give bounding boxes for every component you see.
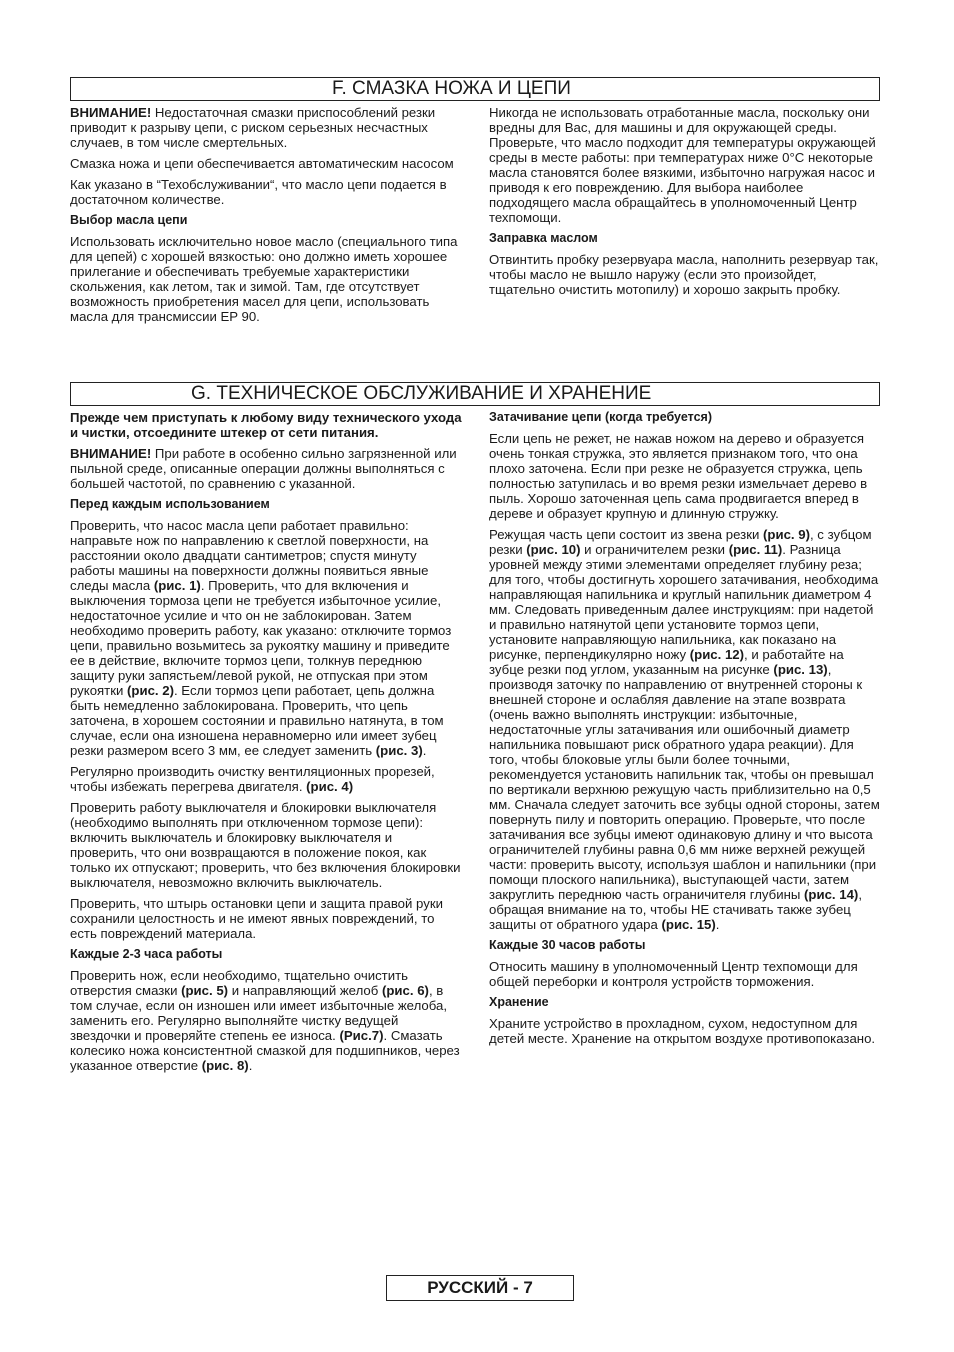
figure-ref: (рис. 12) <box>689 647 745 662</box>
page-footer-label: РУССКИЙ - 7 <box>386 1275 574 1301</box>
paragraph: Использовать исключительно новое масло (специального типа для цепей) с хорошей вязкостью: оно должно иметь хорошее прилегание и обеспечивать требуемые характеристики скольжения, как летом, так и зимой. Там, где отсутствует возможность приобретения масел для цепи, использовать масла для трансмиссии EP 90. <box>70 234 458 324</box>
paragraph: Никогда не использовать отработанные масла, поскольку они вредны для Вас, для машины и для окружающей среды. Проверьте, что масло подходит для температуры окружающей среды в месте работы: при температурах ниже 0°С некоторые масла становятся более вязкими, избыточно нагружая насос и приводя к его повреждению. Для выбора наиболее подходящего масла обращайтесь в уполномоченный Центр техпомощи. <box>489 105 876 225</box>
text-run: Режущая часть цепи состоит из звена резки <box>489 527 764 542</box>
figure-ref: (рис. 14) <box>804 887 859 902</box>
subheading-oil-choice: Выбор масла цепи <box>70 213 188 227</box>
warning-label: ВНИМАНИЕ! <box>70 105 152 120</box>
figure-ref: (рис. 15) <box>661 917 716 932</box>
text-run: , обращая внимание на то, чтобы НЕ стачивать также зубец защиты от обратного удара <box>489 887 862 932</box>
warning-text: При работе в особенно сильно загрязненной или пыльной среде, описанные операции должны выполняться с большей частотой, по сравнению с указанной. <box>70 446 457 491</box>
text-run: , и работайте на зубце резки под углом, указанным на рисунке <box>489 647 844 677</box>
subheading-oil-fill: Заправка маслом <box>489 231 598 245</box>
paragraph: Проверить работу выключателя и блокировки выключателя (необходимо выполнять при отключенном тормозе цепи): включить выключатель и блокировку выключателя и проверить, что они возвращаются в положение покоя, как только их отпускают; проверить, что без включения блокировки выключателя, невозможно включить выключатель. <box>70 800 461 890</box>
subheading-storage: Хранение <box>489 995 549 1009</box>
figure-ref: (рис. 6) <box>381 983 429 998</box>
figure-ref: (рис. 10) <box>526 542 581 557</box>
figure-ref: (рис. 1) <box>153 578 201 593</box>
text-run: . Смазать колесико ножа консистентной смазкой для подшипников, через указанное отверстие <box>70 1028 460 1073</box>
text-run: . <box>248 1058 253 1073</box>
intro-warning: Прежде чем приступать к любому виду технического ухода и чистки, отсоедините штекер от сети питания. <box>70 410 462 440</box>
figure-ref: (Рис.7) <box>339 1028 384 1043</box>
paragraph <box>489 527 881 932</box>
section-g-right-column <box>489 410 881 1052</box>
text-run: Проверить, что насос масла цепи работает правильно: направьте нож по направлению к светлой поверхности, на расстоянии около двадцати сантиметров; спустя минуту работы машины на поверхности должны появиться явные следы масла <box>70 518 429 593</box>
subheading-every-30-hours: Каждые 30 часов работы <box>489 938 646 952</box>
text-run: Проверить нож, если необходимо, тщательно очистить отверстия смазки <box>70 968 408 998</box>
text-run: и ограничителем резки <box>580 542 729 557</box>
section-f-left-column <box>70 105 462 330</box>
section-f-right-column <box>489 105 881 303</box>
subheading-every-2-3-hours: Каждые 2-3 часа работы <box>70 947 223 961</box>
section-g-left-column <box>70 410 462 1079</box>
figure-ref: (рис. 4) <box>306 779 354 794</box>
text-run: , в том случае, если он изношен или имеет избыточные желоба, заменить его. Регулярно выполняйте чистку ведущей звездочки и проверяйте степень ее износа. <box>70 983 447 1043</box>
text-run: . <box>422 743 427 758</box>
section-g-title-prefix: G. <box>191 383 217 404</box>
subheading-sharpening: Затачивание цепи (когда требуется) <box>489 410 712 424</box>
text-run: . <box>715 917 720 932</box>
warning-paragraph <box>70 105 462 150</box>
text-run: , производя заточку по направлению от внутренней стороны к внешней стороне и ослабляя давление на этапе возврата (очень важно выполнять инструкции: избыточные, недостаточные углы затачивания или ошибочный диаметр напильника повышают риск обратного удара реакции). Для того, чтобы блоковые углы были более точными, рекомендуется установить напильник так, чтобы он превышал по вертикали верхнюю режущую часть приблизительно на 0,5 мм. Сначала следует заточить все зубцы одной стороны, затем повернуть пилу и повторить операцию. Проверьте, что после затачивания все зубцы имеют одинаковую длину и что высота ограничителей глубины равна 0,6 мм ниже верхней режущей части: проверить высоту, используя шаблон и напильники (при помощи плоского напильника), выступающей части, затем закруглить переднюю часть ограничителя глубины <box>489 662 880 902</box>
text-run: . Разница уровней между этими элементами определяет глубину реза; для того, чтобы достигнуть хорошего затачивания, необходима направляющая напильника и круглый напильник диаметром 4 мм. Следовать приведенным далее инструкциям: при надетой и правильно натянутой цепи установите тормоз цепи, установите направляющую напильника, как показано на рисунке, перпендикулярно ножу <box>489 542 879 662</box>
text-run: . Если тормоз цепи работает, цепь должна быть немедленно заблокирована. Проверить, что цепь заточена, в хорошем состоянии и правильно натянута, в том случае, если она изношена неравномерно или имеет зубец резки размером всего 3 мм, ее следует заменить <box>70 683 444 758</box>
warning-label: ВНИМАНИЕ! <box>70 446 152 461</box>
paragraph <box>70 764 462 794</box>
paragraph: Смазка ножа и цепи обеспечивается автоматическим насосом <box>70 156 454 171</box>
section-f-title-text: F. СМАЗКА НОЖА И ЦЕПИ <box>332 78 571 99</box>
paragraph <box>70 518 462 758</box>
paragraph: Относить машину в уполномоченный Центр техпомощи для общей переборки и контроля устройств торможения. <box>489 959 858 989</box>
text-run: , с зубцом резки <box>489 527 872 557</box>
figure-ref: (рис. 5) <box>181 983 229 998</box>
subheading-before-use: Перед каждым использованием <box>70 497 270 511</box>
figure-ref: (рис. 8) <box>201 1058 249 1073</box>
paragraph: Храните устройство в прохладном, сухом, недоступном для детей месте. Хранение на открытом воздухе противопоказано. <box>489 1016 876 1046</box>
paragraph: Как указано в “Техобслуживании“, что масло цепи подается в достаточном количестве. <box>70 177 447 207</box>
section-g-title <box>70 382 880 406</box>
figure-ref: (рис. 9) <box>763 527 810 542</box>
paragraph: Если цепь не режет, не нажав ножом на дерево и образуется очень тонкая стружка, это является признаком того, что она плохо заточена. Если при резке не образуется стружка, цепь полностью затупилась и во время резки измельчает дерево в пыль. Хорошо заточенная цепь сама продвигается вперед в дереве и образует крупную и длинную стружку. <box>489 431 868 521</box>
figure-ref: (рис. 13) <box>773 662 828 677</box>
warning-text: Недостаточная смазки приспособлений резки приводит к разрыву цепи, с риском серьезных несчастных случаев, в том числе смертельных. <box>70 105 436 150</box>
text-run: Регулярно производить очистку вентиляционных прорезей, чтобы избежать перегрева двигателя. <box>70 764 435 794</box>
figure-ref: (рис. 11) <box>728 542 783 557</box>
figure-ref: (рис. 2) <box>127 683 174 698</box>
paragraph: Отвинтить пробку резервуара масла, наполнить резервуар так, чтобы масло не вышло наружу (если это произойдет, тщательно очистить мотопилу) и хорошо закрыть пробку. <box>489 252 879 297</box>
warning-paragraph <box>70 446 462 491</box>
text-run: и направляющий желоб <box>228 983 382 998</box>
text-run: . Проверить, что для включения и выключения тормоза цепи не требуется избыточное усилие, недостаточное усилие и что он не заблокирован. Затем необходимо проверить работу, как указано: отключите тормоз цепи, правильно возьмитесь за рукоятку машину и приведите ее в действие, включите тормоз цепи, толкнув переднюю защиту руки запястьем/левой рукой, не отпуская при этом рукоятки <box>70 578 452 698</box>
section-g-title-text: ТЕХНИЧЕСКОЕ ОБСЛУЖИВАНИЕ И ХРАНЕНИЕ <box>216 383 652 404</box>
figure-ref: (рис. 3) <box>375 743 423 758</box>
paragraph: Проверить, что штырь остановки цепи и защита правой руки сохранили целостность и не имеют явных повреждений, то есть повреждений материала. <box>70 896 443 941</box>
paragraph <box>70 968 462 1073</box>
section-f-title <box>70 77 880 101</box>
